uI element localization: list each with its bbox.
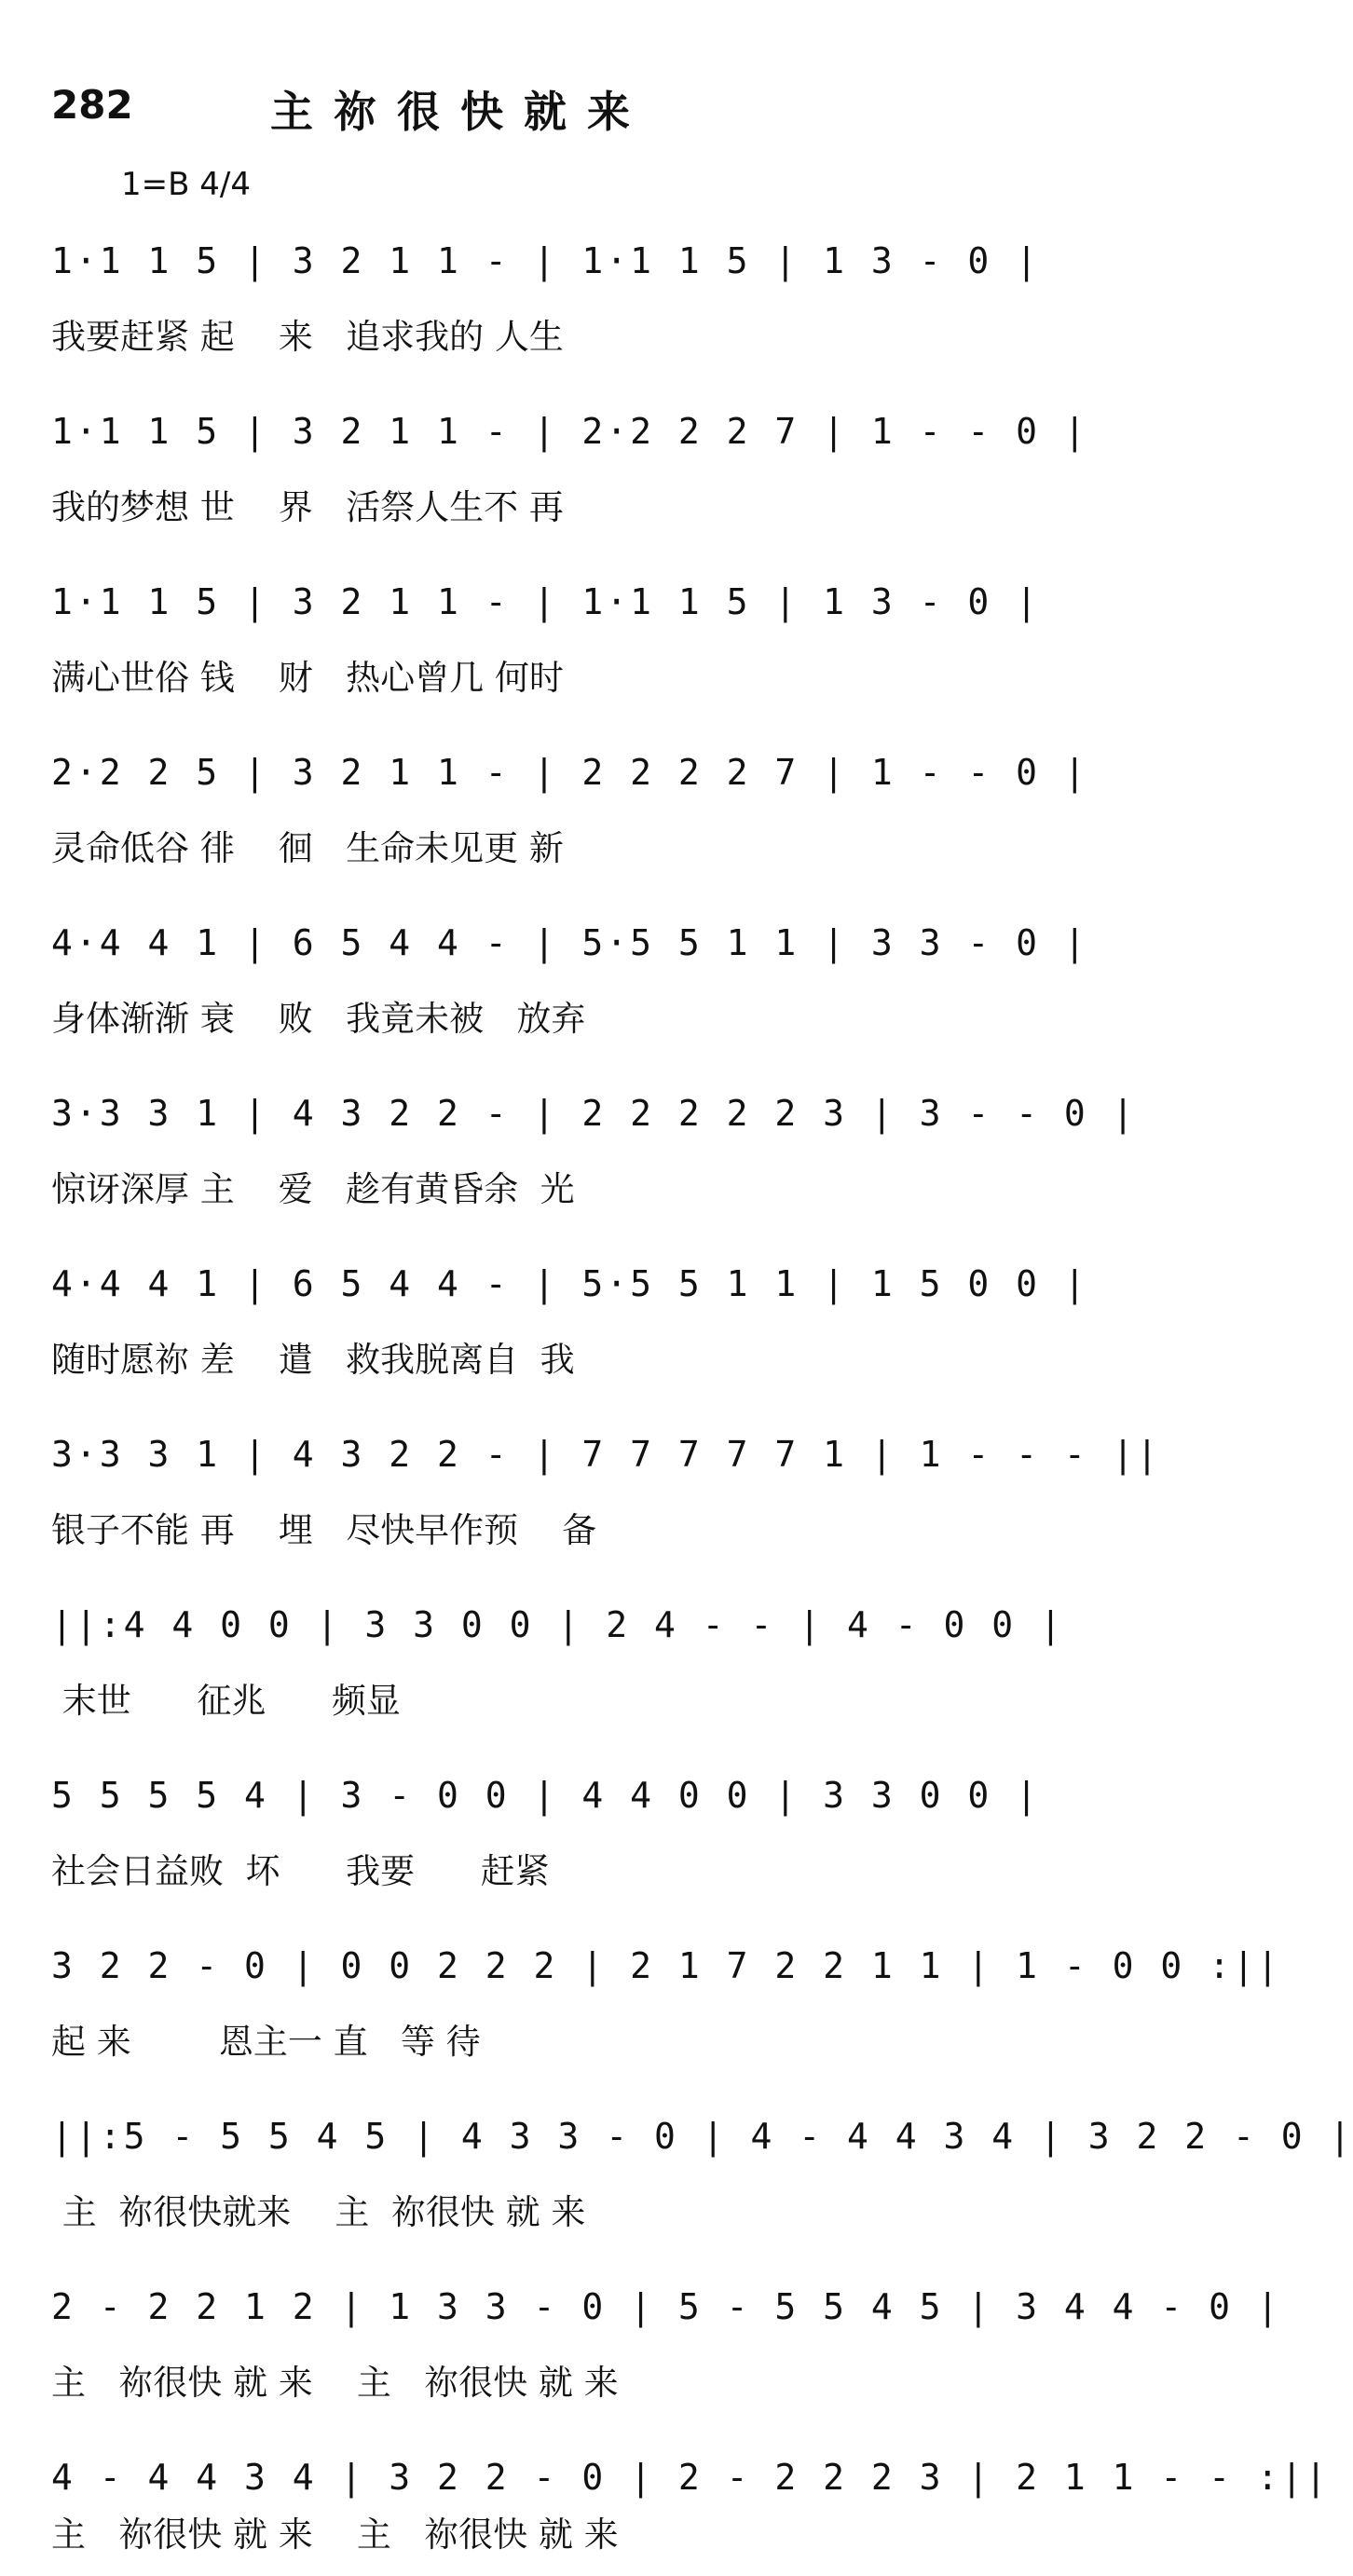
notation-line: 1·1 1 5 | 3 2 1 1 - | 2·2 2 2 7 | 1 - - 0 |	[51, 411, 1088, 452]
score-system	[0, 1256, 1088, 1426]
lyrics-line: 社会日益败 坏 我要 赶紧	[51, 1851, 550, 1891]
score-system	[0, 1597, 1064, 1767]
lyrics-line: 随时愿祢 差 遣 救我脱离自 我	[51, 1340, 575, 1380]
notation-line: 4·4 4 1 | 6 5 4 4 - | 5·5 5 1 1 | 1 5 0 0 |	[51, 1263, 1088, 1304]
notation-line: ||:5 - 5 5 4 5 | 4 3 3 - 0 | 4 - 4 4 3 4 | 3 2 2 - 0 |	[51, 2116, 1353, 2157]
key-signature: 1=B 4/4	[121, 166, 251, 203]
lyrics-line: 主 祢很快 就 来 主 祢很快 就 来	[51, 2515, 619, 2555]
score-system	[0, 1085, 1137, 1256]
lyrics-line: 末世 征兆 频显	[51, 1681, 401, 1721]
notation-line: 5 5 5 5 4 | 3 - 0 0 | 4 4 0 0 | 3 3 0 0 |	[51, 1775, 1040, 1816]
page-number: 282	[51, 82, 133, 128]
lyrics-line: 银子不能 再 埋 尽快早作预 备	[51, 1510, 597, 1550]
notation-line: 4·4 4 1 | 6 5 4 4 - | 5·5 5 1 1 | 3 3 - 0 |	[51, 922, 1088, 963]
lyrics-line: 主 祢很快就来 主 祢很快 就 来	[51, 2192, 586, 2232]
lyrics-line: 满心世俗 钱 财 热心曾几 何时	[51, 658, 564, 698]
score-system	[0, 1938, 1281, 2108]
notation-line: ||:4 4 0 0 | 3 3 0 0 | 2 4 - - | 4 - 0 0 |	[51, 1604, 1064, 1645]
lyrics-line: 灵命低谷 徘 徊 生命未见更 新	[51, 828, 564, 868]
lyrics-line: 身体渐渐 衰 败 我竟未被 放弃	[51, 999, 586, 1039]
notation-line: 4 - 4 4 3 4 | 3 2 2 - 0 | 2 - 2 2 2 3 | 2 1 1 - - :||	[51, 2457, 1330, 2498]
score-body	[0, 233, 1353, 2562]
score-system	[0, 2449, 1330, 2562]
score-system	[0, 233, 1040, 403]
score-system	[0, 915, 1088, 1085]
lyrics-line: 主 祢很快 就 来 主 祢很快 就 来	[51, 2363, 619, 2403]
notation-line: 2 - 2 2 1 2 | 1 3 3 - 0 | 5 - 5 5 4 5 | 3 4 4 - 0 |	[51, 2286, 1281, 2327]
score-system	[0, 1426, 1161, 1597]
score-system	[0, 2108, 1353, 2279]
score-header	[0, 75, 973, 140]
notation-line: 3 2 2 - 0 | 0 0 2 2 2 | 2 1 7 2 2 1 1 | 1 - 0 0 :||	[51, 1945, 1281, 1986]
notation-line: 1·1 1 5 | 3 2 1 1 - | 1·1 1 5 | 1 3 - 0 |	[51, 581, 1040, 622]
score-system	[0, 744, 1088, 915]
lyrics-line: 我要赶紧 起 来 追求我的 人生	[51, 317, 564, 357]
notation-line: 3·3 3 1 | 4 3 2 2 - | 2 2 2 2 2 3 | 3 - - 0 |	[51, 1093, 1137, 1134]
score-system	[0, 574, 1040, 744]
song-title: 主祢很快就来	[270, 87, 650, 137]
lyrics-line: 我的梦想 世 界 活祭人生不 再	[51, 487, 564, 527]
score-system	[0, 2279, 1281, 2449]
lyrics-line: 惊讶深厚 主 爱 趁有黄昏余 光	[51, 1169, 575, 1209]
notation-line: 3·3 3 1 | 4 3 2 2 - | 7 7 7 7 7 1 | 1 - - - ||	[51, 1434, 1161, 1475]
score-system	[0, 403, 1088, 574]
score-system	[0, 1767, 1040, 1938]
notation-line: 1·1 1 5 | 3 2 1 1 - | 1·1 1 5 | 1 3 - 0 |	[51, 240, 1040, 281]
notation-line: 2·2 2 5 | 3 2 1 1 - | 2 2 2 2 7 | 1 - - 0 |	[51, 752, 1088, 793]
lyrics-line: 起 来 恩主一 直 等 待	[51, 2022, 481, 2062]
